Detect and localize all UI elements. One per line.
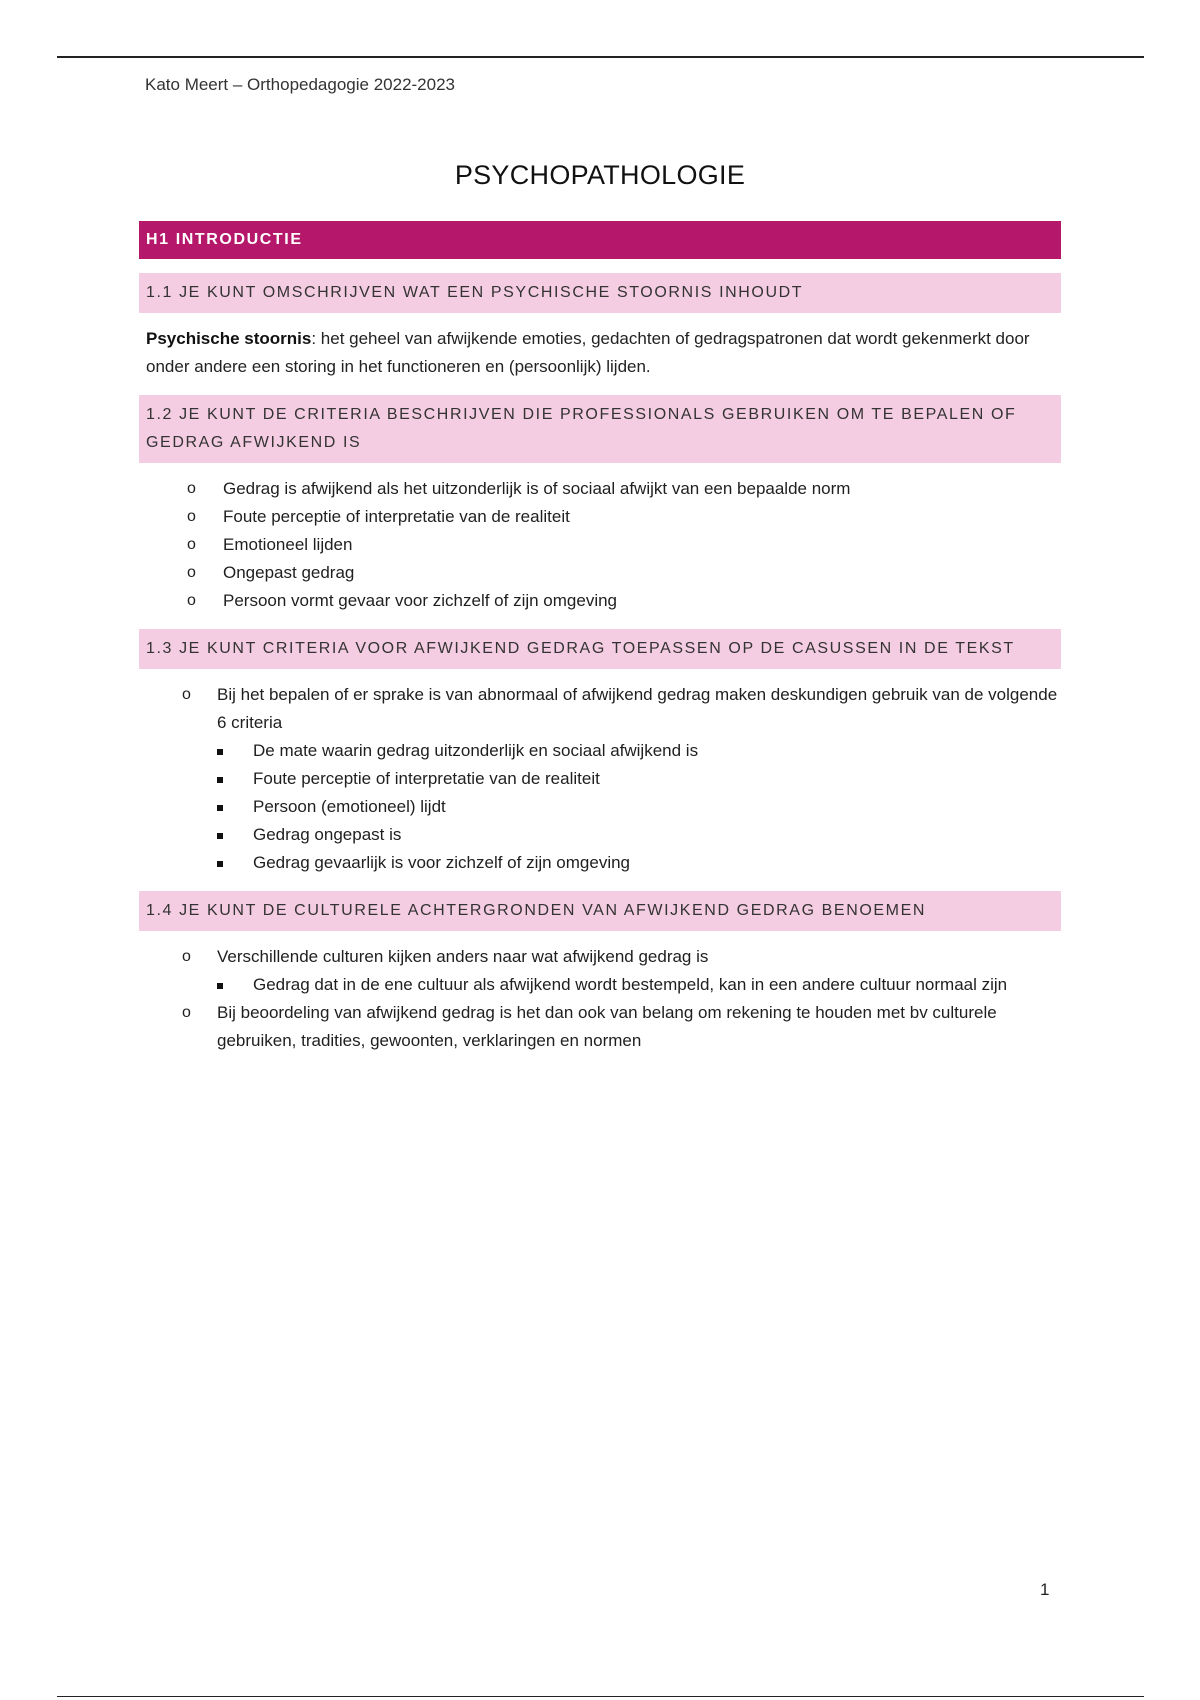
section-heading-1-2: 1.2 JE KUNT DE CRITERIA BESCHRIJVEN DIE PROFESSIONALS GEBRUIKEN OM TE BEPALEN OF GEDRAG AFWIJKEND IS (139, 395, 1061, 463)
sub-list-item-text: Gedrag gevaarlijk is voor zichzelf of zijn omgeving (253, 853, 631, 872)
footer-rule (57, 1696, 1144, 1697)
list-item (139, 999, 1061, 1055)
square-bullet-icon (217, 805, 223, 811)
sub-list-item-text: De mate waarin gedrag uitzonderlijk en sociaal afwijkend is (253, 741, 699, 760)
list-item (139, 681, 1061, 877)
sub-list-item (217, 737, 1061, 765)
list-item (139, 503, 1061, 531)
list-item-text: Emotioneel lijden (223, 535, 353, 554)
list-item-text: Bij beoordeling van afwijkend gedrag is het dan ook van belang om rekening te houden met bv culturele gebruiken, tradities, gewoonten, verklaringen en normen (217, 1003, 997, 1050)
sub-list-item-text: Foute perceptie of interpretatie van de realiteit (253, 769, 600, 788)
bullet-marker: o (187, 592, 196, 609)
sub-list (217, 971, 1061, 999)
section-heading-1-4: 1.4 JE KUNT DE CULTURELE ACHTERGRONDEN VAN AFWIJKEND GEDRAG BENOEMEN (139, 891, 1061, 931)
sub-list-item (217, 849, 1061, 877)
square-bullet-icon (217, 983, 223, 989)
sub-list-item-text: Persoon (emotioneel) lijdt (253, 797, 446, 816)
sub-list-item (217, 971, 1061, 999)
sub-list (217, 737, 1061, 877)
definition-text: : het geheel van afwijkende emoties, gedachten of gedragspatronen dat wordt gekenmerkt door onder andere een storing in het functioneren en (persoonlijk) lijden. (146, 329, 1030, 376)
chapter-heading: H1 INTRODUCTIE (139, 221, 1061, 259)
sub-list-item (217, 765, 1061, 793)
sub-list-item-text: Gedrag ongepast is (253, 825, 402, 844)
list-item-text: Persoon vormt gevaar voor zichzelf of zijn omgeving (223, 591, 618, 610)
sub-list-item (217, 821, 1061, 849)
definition-term: Psychische stoornis (146, 329, 312, 348)
list-item (139, 559, 1061, 587)
list-item (139, 587, 1061, 615)
list-item (139, 943, 1061, 999)
sub-list-item-text: Gedrag dat in de ene cultuur als afwijkend wordt bestempeld, kan in een andere cultuur normaal zijn (253, 975, 1008, 994)
bullet-marker: o (182, 1004, 191, 1021)
criteria-application-list (139, 681, 1061, 877)
criteria-list (139, 475, 1061, 615)
square-bullet-icon (217, 749, 223, 755)
square-bullet-icon (217, 777, 223, 783)
bullet-marker: o (182, 948, 191, 965)
list-item-text: Bij het bepalen of er sprake is van abnormaal of afwijkend gedrag maken deskundigen gebruik van de volgende 6 criteria (217, 685, 1058, 732)
list-item (139, 531, 1061, 559)
bullet-marker: o (187, 564, 196, 581)
square-bullet-icon (217, 861, 223, 867)
header-rule (57, 56, 1144, 58)
sub-list-item (217, 793, 1061, 821)
bullet-marker: o (182, 686, 191, 703)
section-heading-1-3: 1.3 JE KUNT CRITERIA VOOR AFWIJKEND GEDRAG TOEPASSEN OP DE CASUSSEN IN DE TEKST (139, 629, 1061, 669)
list-item (139, 475, 1061, 503)
bullet-marker: o (187, 536, 196, 553)
list-item-text: Foute perceptie of interpretatie van de realiteit (223, 507, 570, 526)
square-bullet-icon (217, 833, 223, 839)
document-title: PSYCHOPATHOLOGIE (454, 160, 746, 190)
section-heading-1-1: 1.1 JE KUNT OMSCHRIJVEN WAT EEN PSYCHISCHE STOORNIS INHOUDT (139, 273, 1061, 313)
bullet-marker: o (187, 480, 196, 497)
culture-list (139, 943, 1061, 1055)
list-item-text: Ongepast gedrag (223, 563, 355, 582)
definition-paragraph (146, 325, 1054, 381)
list-item-text: Gedrag is afwijkend als het uitzonderlijk is of sociaal afwijkt van een bepaalde norm (223, 479, 851, 498)
page-number: 1 (1040, 1580, 1050, 1599)
bullet-marker: o (187, 508, 196, 525)
list-item-text: Verschillende culturen kijken anders naar wat afwijkend gedrag is (217, 947, 709, 966)
running-header: Kato Meert – Orthopedagogie 2022-2023 (145, 75, 456, 94)
document-body (139, 221, 1061, 1067)
